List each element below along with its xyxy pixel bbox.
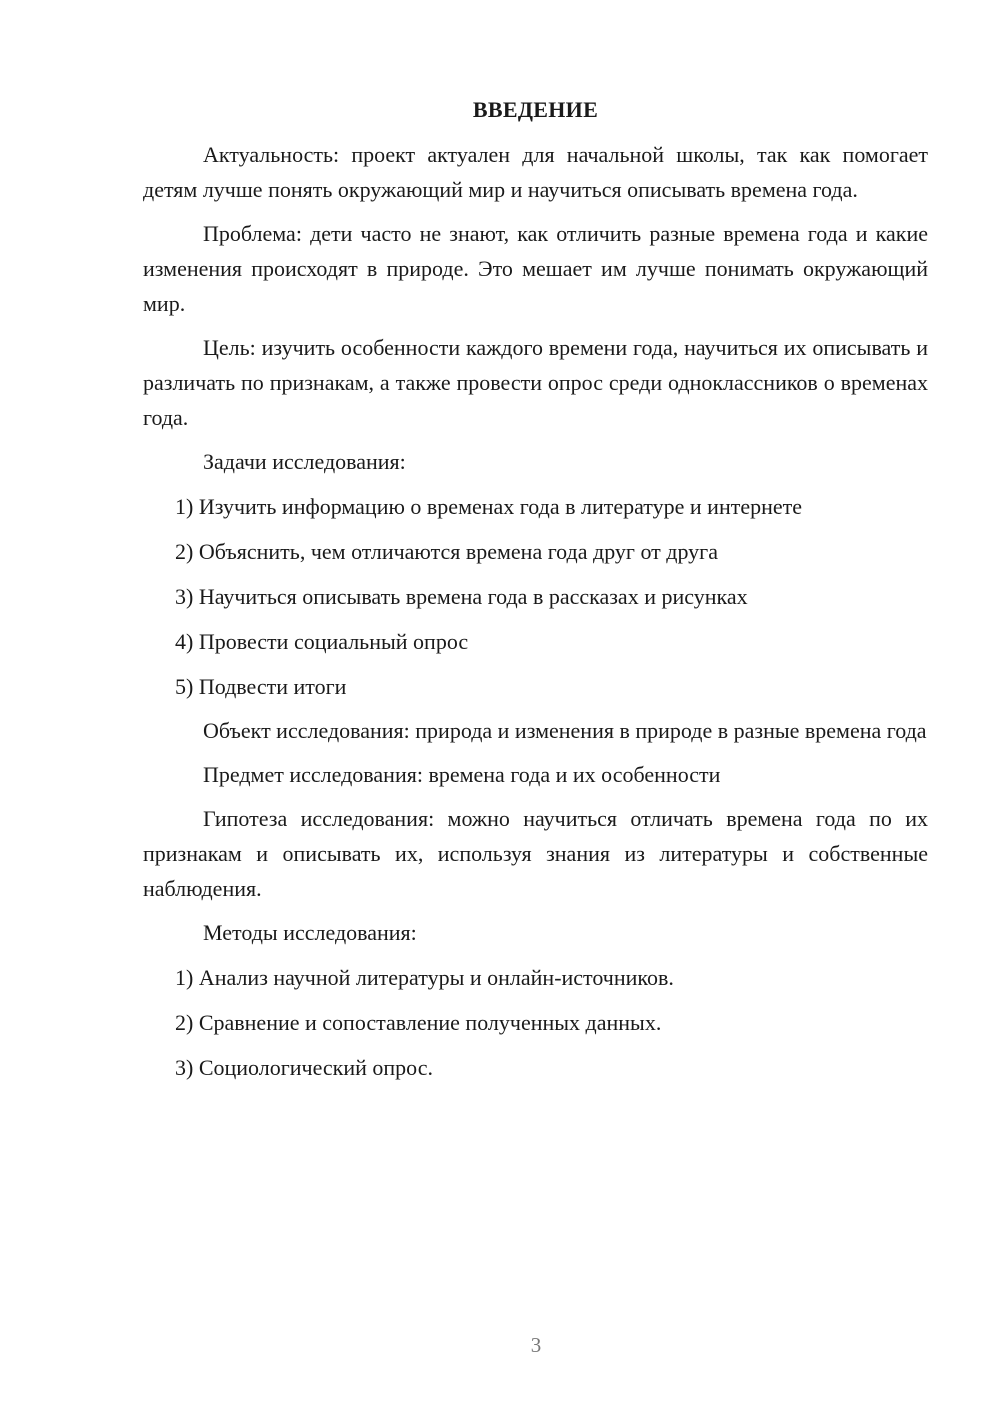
section-heading: ВВЕДЕНИЕ [472, 97, 599, 122]
list-item: 2) Сравнение и сопоставление полученных данных. [175, 1010, 662, 1035]
tasks-list [143, 489, 928, 704]
hypothesis-paragraph: Гипотеза исследования: можно научиться отличать времена года по их признакам и описывать их, используя знания из литературы и собственные наблюдения. [143, 806, 928, 901]
list-item: 5) Подвести итоги [175, 674, 347, 699]
relevance-paragraph: Актуальность: проект актуален для начальной школы, так как помогает детям лучше понять окружающий мир и научиться описывать времена года. [143, 142, 928, 202]
subject-paragraph: Предмет исследования: времена года и их особенности [203, 762, 721, 787]
methods-label: Методы исследования: [203, 920, 417, 945]
list-item: 1) Изучить информацию о временах года в литературе и интернете [175, 494, 803, 519]
document-page [143, 92, 928, 1085]
goal-paragraph: Цель: изучить особенности каждого времени года, научиться их описывать и различать по признакам, а также провести опрос среди одноклассников о временах года. [143, 335, 928, 430]
page-number: 3 [530, 1333, 542, 1357]
tasks-label: Задачи исследования: [203, 449, 406, 474]
object-paragraph: Объект исследования: природа и изменения в природе в разные времена года [203, 718, 927, 743]
list-item: 4) Провести социальный опрос [175, 629, 469, 654]
list-item: 1) Анализ научной литературы и онлайн-источников. [175, 965, 674, 990]
list-item: 2) Объяснить, чем отличаются времена года друг от друга [175, 539, 718, 564]
problem-paragraph: Проблема: дети часто не знают, как отличить разные времена года и какие изменения происходят в природе. Это мешает им лучше понимать окружающий мир. [143, 221, 928, 316]
list-item: 3) Научиться описывать времена года в рассказах и рисунках [175, 584, 748, 609]
list-item: 3) Социологический опрос. [175, 1055, 433, 1080]
methods-list [143, 960, 928, 1085]
